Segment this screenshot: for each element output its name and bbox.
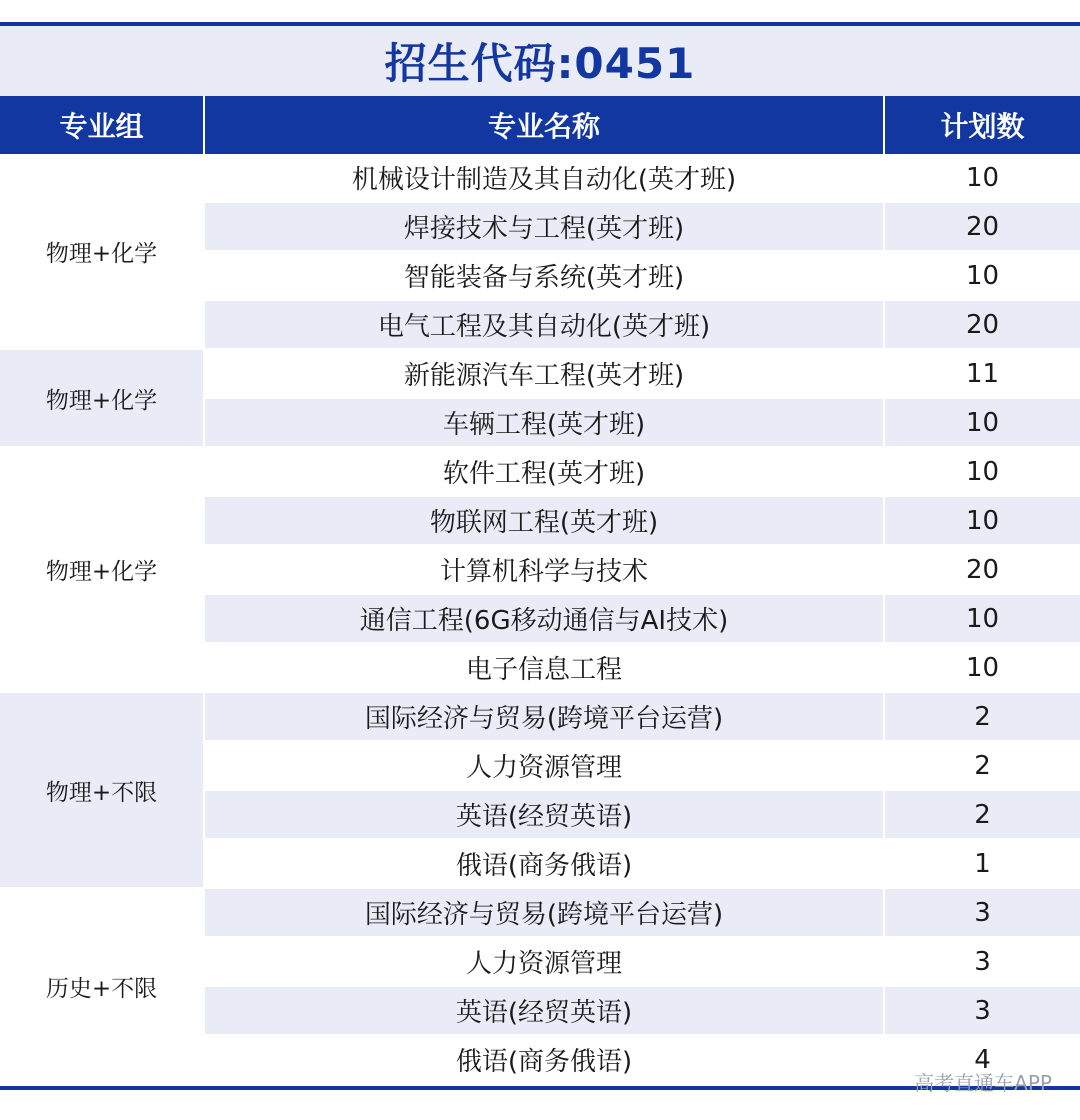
- plan-count-cell: 20: [884, 545, 1080, 594]
- group-cell: 物理+化学: [0, 447, 204, 692]
- plan-count-cell: 20: [884, 202, 1080, 251]
- title-band: [0, 26, 1080, 96]
- plan-count-cell: 2: [884, 692, 1080, 741]
- plan-count-cell: 10: [884, 496, 1080, 545]
- plan-count-cell: 2: [884, 741, 1080, 790]
- table-row: [0, 154, 1080, 202]
- plan-count-cell: 10: [884, 154, 1080, 202]
- group-cell: 物理+不限: [0, 692, 204, 888]
- major-name-cell: 国际经济与贸易(跨境平台运营): [204, 888, 884, 937]
- plan-count-cell: 1: [884, 839, 1080, 888]
- plan-count-cell: 10: [884, 447, 1080, 496]
- group-cell: 物理+化学: [0, 154, 204, 349]
- major-name-cell: 机械设计制造及其自动化(英才班): [204, 154, 884, 202]
- major-name-cell: 英语(经贸英语): [204, 790, 884, 839]
- plan-count-cell: 3: [884, 986, 1080, 1035]
- plan-count-cell: 2: [884, 790, 1080, 839]
- plan-count-cell: 10: [884, 398, 1080, 447]
- enrollment-table: [0, 96, 1080, 1085]
- major-name-cell: 新能源汽车工程(英才班): [204, 349, 884, 398]
- major-name-cell: 软件工程(英才班): [204, 447, 884, 496]
- plan-count-cell: 3: [884, 937, 1080, 986]
- major-name-cell: 电子信息工程: [204, 643, 884, 692]
- major-name-cell: 通信工程(6G移动通信与AI技术): [204, 594, 884, 643]
- table-body: [0, 154, 1080, 1084]
- group-cell: 物理+化学: [0, 349, 204, 447]
- header-count: 计划数: [884, 96, 1080, 154]
- header-group: 专业组: [0, 96, 204, 154]
- group-cell: 历史+不限: [0, 888, 204, 1084]
- major-name-cell: 俄语(商务俄语): [204, 839, 884, 888]
- watermark: 高考直通车APP: [914, 1071, 1052, 1095]
- major-name-cell: 焊接技术与工程(英才班): [204, 202, 884, 251]
- major-name-cell: 英语(经贸英语): [204, 986, 884, 1035]
- major-name-cell: 俄语(商务俄语): [204, 1035, 884, 1084]
- major-name-cell: 物联网工程(英才班): [204, 496, 884, 545]
- major-name-cell: 人力资源管理: [204, 937, 884, 986]
- major-name-cell: 国际经济与贸易(跨境平台运营): [204, 692, 884, 741]
- major-name-cell: 人力资源管理: [204, 741, 884, 790]
- plan-count-cell: 3: [884, 888, 1080, 937]
- plan-count-cell: 4: [884, 1035, 1080, 1084]
- table-row: [0, 692, 1080, 741]
- plan-count-cell: 11: [884, 349, 1080, 398]
- plan-count-cell: 10: [884, 594, 1080, 643]
- table-row: [0, 349, 1080, 398]
- header-major: 专业名称: [204, 96, 884, 154]
- plan-count-cell: 20: [884, 300, 1080, 349]
- major-name-cell: 车辆工程(英才班): [204, 398, 884, 447]
- table-header-row: [0, 96, 1080, 154]
- plan-count-cell: 10: [884, 251, 1080, 300]
- table-row: [0, 888, 1080, 937]
- major-name-cell: 电气工程及其自动化(英才班): [204, 300, 884, 349]
- plan-count-cell: 10: [884, 643, 1080, 692]
- major-name-cell: 计算机科学与技术: [204, 545, 884, 594]
- table-row: [0, 447, 1080, 496]
- major-name-cell: 智能装备与系统(英才班): [204, 251, 884, 300]
- page-title: 招生代码:0451: [384, 39, 696, 88]
